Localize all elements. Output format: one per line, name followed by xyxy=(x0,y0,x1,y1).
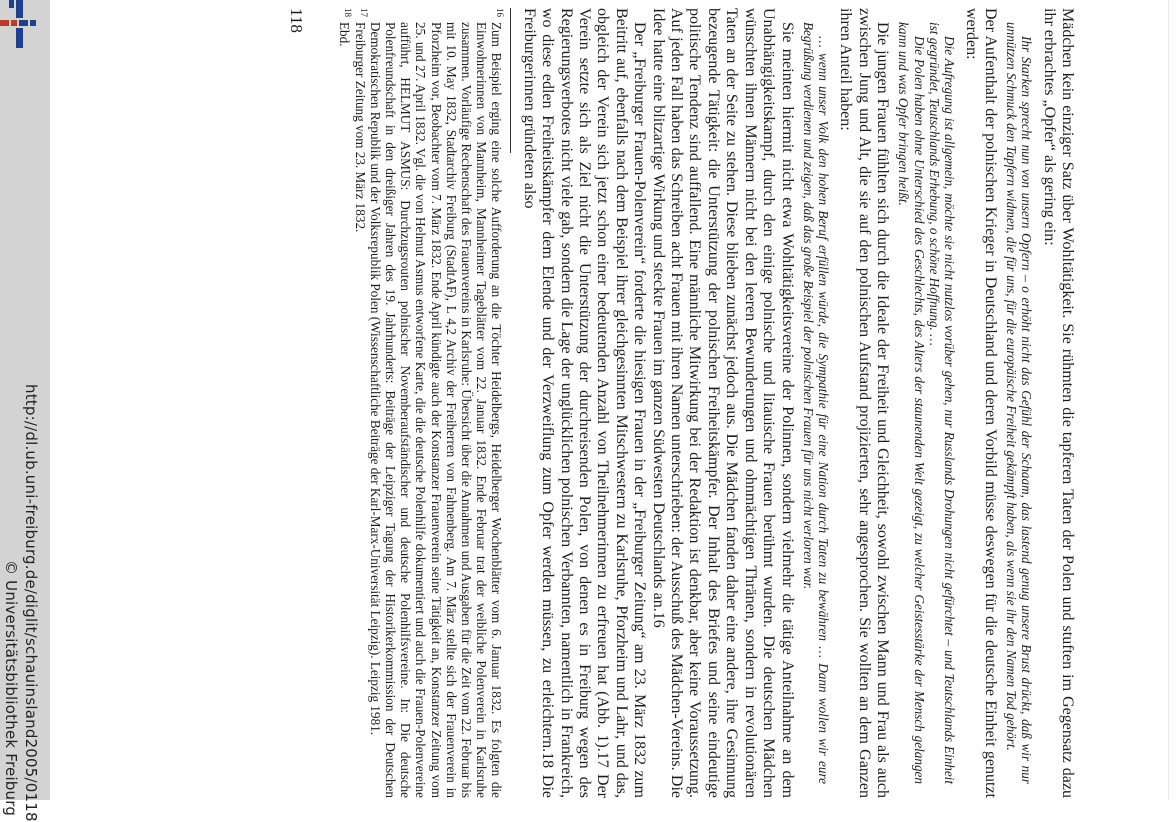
page-edge xyxy=(1168,0,1176,800)
footnote-text: Freiburger Zeitung vom 23. März 1832. xyxy=(352,22,368,233)
footnote-text: Zum Beispiel erging eine solche Aufforderung an die Töchter Heidelbergs, Heidelberger Wochenblätter vom 6. Januar 1832. Es folgten die Einwohnerinnen von Mannheim, Mannheimer Tageblätter vom 22. Januar 1832. Ende Februar trat der weibliche Polenverein in Karlsruhe zusammen. Vorläufige Rechenschaft des Frauenvereins in Karlsruhe: Übersicht über die Annahmen und Ausgaben für die Zeit vom 22. Februar bis mit 10. May 1832, Stadtarchiv Freiburg (StadtAF), L 4,2 Archiv der Freiherren von Fahnenberg. Am 7. März stellte sich der Frauenverein in Pforzheim vor, Beobachter vom 7. März 1832. Ende April kündigte auch der Konstanzer Frauenverein seine Tätigkeit an, Konstanzer Zeitung vom 25. und 27. April 1832. Vgl. die von Helmut Asmus entworfene Karte, die die deutsche Polenhilfe dokumentiert und auch die Frauen-Polenvereine aufführt, HELMUT ASMUS: Durchzugsrouten polnischer Novemberaufständischer und deutsche Polenhilfsvereine. In: Die deutsche Polenfreundschaft in den dreißiger Jahren des 19. Jahrhunderts: Beiträge der Leipziger Tagung der Historikerkommission der Deutschen Demokratischen Republik und der Volksrepublik Polen (Wissenschaftliche Beiträge der Karl-Marx-Universität Leipzig). Leipzig 1981. xyxy=(367,22,505,798)
page-url[interactable]: http://dl.ub.uni-freiburg.de/diglit/schauinsland2005/0118 xyxy=(22,384,40,822)
quote-line: … wenn unser Volk den hohen Beruf erfüllen würde, die Sympathie für eine Nation durch Taten zu bewähren … Dann wollen wir eure Begrüßung verdienen und zeigen, daß das große Beispiel der polnischen Frauen für uns nicht verloren war. xyxy=(800,22,831,784)
quote-line: Die Polen haben ohne Unterschied des Geschlechts, des Alters der staunenden Welt gezeigt, zu welcher Geistesstärke der Mensch gelangen kann und was Opfer bringen heißt. xyxy=(896,22,927,784)
copyright-notice: © Universitätsbibliothek Freiburg xyxy=(2,560,20,817)
block-quote xyxy=(801,22,831,784)
paragraph: Mädchen kein einziger Satz über Wohltätigkeit. Sie rühmten die tapferen Taten der Polen und stuften im Gegensatz dazu ihr erbrachtes „Opfer“ als gering ein: xyxy=(1040,8,1076,798)
scanned-page xyxy=(96,8,1076,798)
footnote-number: 16 xyxy=(495,8,506,17)
footnote xyxy=(368,8,505,798)
paragraph: Der Aufenthalt der polnischen Krieger in Deutschland und deren Vorbild müsse deswegen für die deutsche Einheit genutzt werden: xyxy=(963,8,999,798)
footnote-number: 17 xyxy=(358,8,369,17)
ub-freiburg-logo-icon xyxy=(0,0,50,50)
quote-line: Ihr Starken sprecht nun von unsern Opfern – o erhöht nicht das Gefühl der Schaam, das lastend genug unsere Brust drückt, daß wir nur unnützen Schmuck den Tapfern widmen, die für uns, für die europäische Freiheit gekämpft haben, als wenn sie ihr den Namen Tod gehört. xyxy=(1003,22,1035,784)
page-number: 118 xyxy=(287,8,306,33)
paragraph: Der „Freiburger Frauen-Polenverein“ forderte die hiesigen Frauen in der „Freiburger Zeitung“ am 23. März 1832 zum Beitritt auf, ebenfalls nach dem Beispiel ihrer gleichgesinnten Mitschwestern zu Karlsruhe, Pforzheim und Lahr, und das, obgleich der Verein sich jetzt schon einer bedeutenden Anzahl von Theilnehmerinnen zu erfreuen hat (Abb. 1).17 Der Verein setzte sich als Ziel nicht die Unterstützung der durchreisenden Polen, von denen es in Freiburg wegen des Regierungsverbotes nicht viele gab, sondern die Lage der unglücklichen polnischen Verbannten, namentlich in Frankreich, wo diese edlen Freiheitskämpfer dem Elende und der Verzweiflung zum Opfer werden müssen, zu erleichtern.18 Die Freiburgerinnen gründeten also xyxy=(520,8,649,798)
footnote xyxy=(337,8,352,798)
viewer-sidebar xyxy=(0,0,50,822)
footnote-text: Ebd. xyxy=(337,22,353,47)
footnote-number: 18 xyxy=(343,8,354,17)
footnote-divider xyxy=(510,8,511,153)
paragraph: Die jungen Frauen fühlten sich durch die Ideale der Freiheit und Gleichheit, sowohl zwischen Mann und Frau als auch zwischen Jung und Alt, die sie auf den polnischen Aufstand projizierten, sehr angesprochen. Sie wollten an dem Ganzen ihren Anteil haben: xyxy=(837,8,892,798)
block-quote xyxy=(1004,22,1034,784)
paragraph: Sie meinten hiermit nicht etwa Wohltätigkeitsvereine der Polinnen, sondern vielmehr die tätige Anteilnahme an dem Unabhängigkeitskampf, durch den einige polnische und litauische Frauen berühmt wurden. Die deutschen Mädchen wünschten ihnen Männern nicht bei den leeren Bewunderungen und ohnmächtigen Thränen, sondern in revolutionären Taten an der Seite zu stehen. Diese blieben zunächst jedoch aus. Die Mädchen fanden daher eine andere, ihre Gesinnung bezeugende Tätigkeit: die Unterstützung der polnischen Freiheitskämpfer. Der Inhalt des Briefes und seine eindeutige politische Tendenz sind auffallend. Eine männliche Mitwirkung bei der Redaktion ist denkbar, aber keine Voraussetzung. Auf jeden Fall haben das Schreiben acht Frauen mit ihren Namen unterschrieben: der Ausschuß des Mädchen-Vereins. Die Idee hatte eine blitzartige Wirkung und steckte Frauen im ganzen Südwesten Deutschlands an.16 xyxy=(649,8,796,798)
quote-line: Die Aufregung ist allgemein, möchte sie nicht nutzlos vorüber gehen, nur Russlands Drohungen nicht gefürchtet – und Teutschlands Einheit ist gegründet, Teutschlands Erhebung, o schöne Hoffnung. … xyxy=(926,22,957,784)
footnote xyxy=(352,8,367,798)
block-quote xyxy=(896,22,957,784)
